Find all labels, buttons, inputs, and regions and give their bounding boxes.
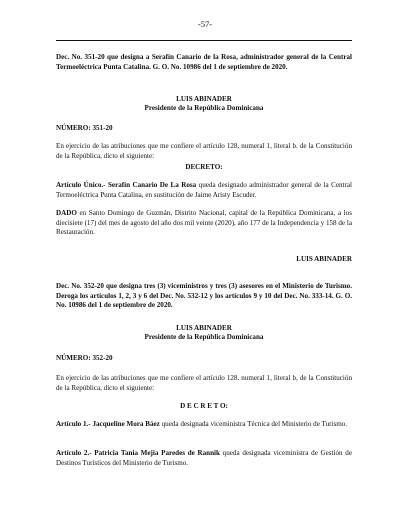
decree-351-number: NÚMERO: 351-20 [56,124,113,132]
decree-351-summary: Dec. No. 351-20 que designa a Serafín Canario de la Rosa, administrador general de la Central Termoeléctrica Punta Catalina. G. O. No. 10986 del 1 de septiembre de 2020. [56,53,352,71]
decree-352-article-1: Artículo 1.- Jacqueline Mora Báez queda designada viceministra Técnica del Ministerio de Turismo. [56,420,348,428]
decree-352-summary: Dec. No. 352-20 que designa tres (3) viceministros y tres (3) asesores en el Ministerio de Turismo. Deroga los artículos 1, 2, 3 y 6 del Dec. No. 532-12 y los artículos 9 y 10 del Dec. No. 333-14. G. O. No. 10986 del 1 de septiembre de 2020. [56,282,352,309]
decree-351-heading: DECRETO: [185,163,223,171]
decree-352-article-2: Artículo 2.- Patricia Tania Mejía Paredes de Rannik queda designada viceministra de Gestión de Destinos Turísticos del Ministerio de Turismo. [56,449,353,467]
decree-351-article-unico: Artículo Único.- Serafín Canario De La Rosa queda designado administrador general de la Central Termoeléctrica Punta Catalina, en sustitución de Jaime Aristy Escuder. [56,181,352,199]
decree-352-signer-name: LUIS ABINADER [176,324,232,332]
page-number: -57- [197,19,213,29]
decree-351-closing-signer: LUIS ABINADER [296,255,352,263]
decree-352-signer-title: Presidente de la República Dominicana [144,333,264,341]
decree-351-preamble: En ejercicio de las atribuciones que me confiere el artículo 128, numeral 1, literal b. de la Constitución de la República, dicto el siguiente: [56,142,352,160]
decree-351-dado: DADO en Santo Domingo de Guzmán, Distrito Nacional, capital de la República Dominicana, a los diecisiete (17) del mes de agosto del año dos mil veinte (2020), año 177 de la Independencia y 158 de la Restauración. [56,209,352,236]
decree-352-preamble: En ejercicio de las atribuciones que me confiere el artículo 128. numeral 1, literal b, de la Constitución de la República, dicto el siguiente: [56,374,352,392]
decree-351-signer-name: LUIS ABINADER [176,95,232,103]
decree-352-heading: D E C R E T O: [180,402,228,410]
decree-351-signer-title: Presidente de la República Dominicana [144,104,264,112]
header-rule [56,40,352,41]
decree-352-number: NÚMERO: 352-20 [56,354,113,362]
